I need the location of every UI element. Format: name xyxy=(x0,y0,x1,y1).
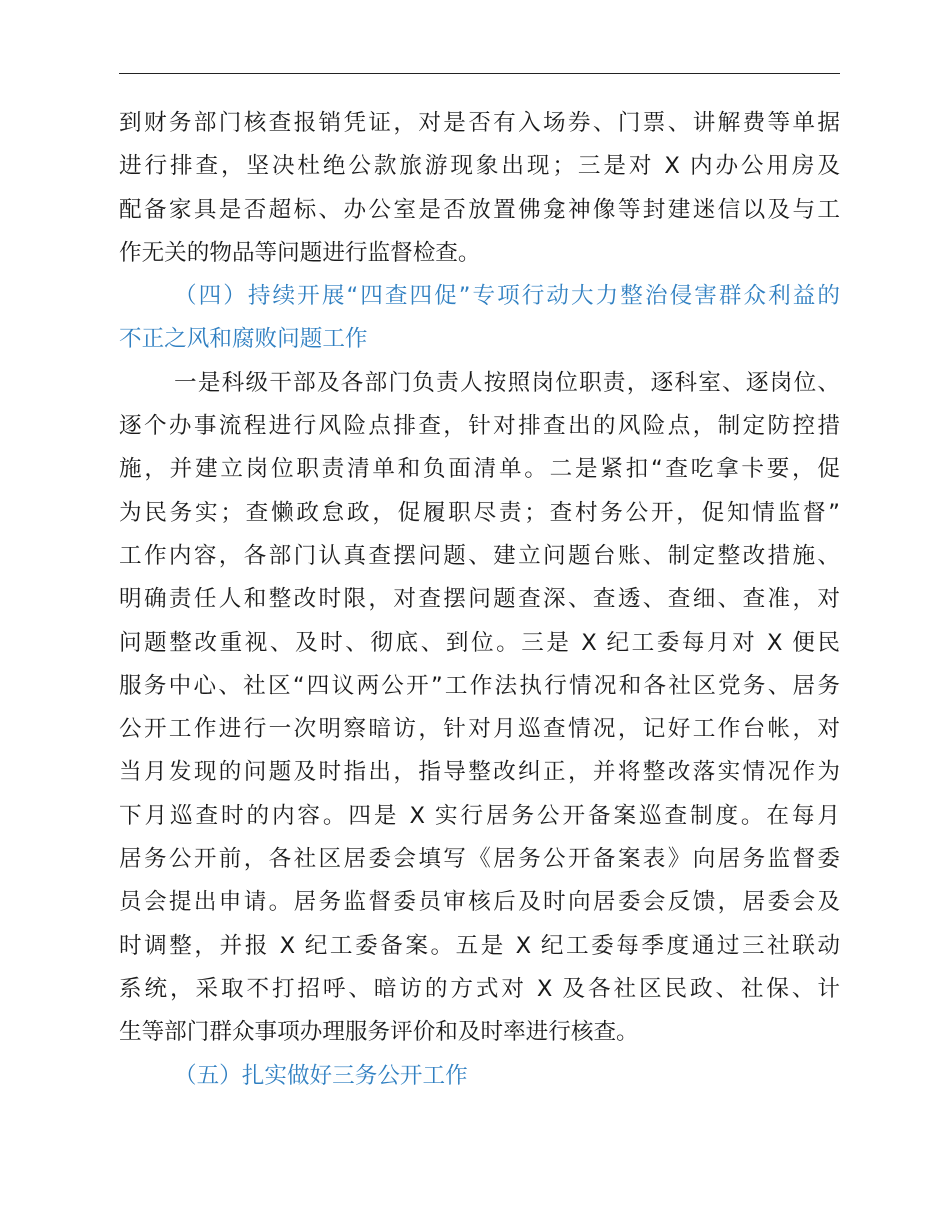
document-body xyxy=(119,102,840,1098)
header-rule xyxy=(119,73,840,74)
text-line: 作无关的物品等问题进行监督检查。 xyxy=(119,239,481,266)
text-line: 员会提出申请。居务监督委员审核后及时向居委会反馈，居委会及 xyxy=(119,889,840,916)
text-line: 明确责任人和整改时限，对查摆问题查深、查透、查细、查准，对 xyxy=(119,586,840,613)
text-line: 当月发现的问题及时指出，指导整改纠正，并将整改落实情况作为 xyxy=(119,759,840,786)
text-line: 配备家具是否超标、办公室是否放置佛龛神像等封建迷信以及与工 xyxy=(119,196,840,223)
text-line: 公开工作进行一次明察暗访，针对月巡查情况，记好工作台帐，对 xyxy=(119,716,840,743)
section-heading-line: （五）扎实做好三务公开工作 xyxy=(174,1062,468,1089)
text-line: 逐个办事流程进行风险点排查，针对排查出的风险点，制定防控措 xyxy=(119,413,840,440)
section-heading-line: （四）持续开展“四查四促”专项行动大力整治侵害群众利益的 xyxy=(174,283,840,310)
text-line: 为民务实；查懒政怠政，促履职尽责；查村务公开，促知情监督” xyxy=(119,499,840,526)
text-line: 居务公开前，各社区居委会填写《居务公开备案表》向居务监督委 xyxy=(119,846,840,873)
text-line: 到财务部门核查报销凭证，对是否有入场券、门票、讲解费等单据 xyxy=(119,110,840,136)
text-line: 一是科级干部及各部门负责人按照岗位职责，逐科室、逐岗位、 xyxy=(174,369,840,396)
text-line: 进行排查，坚决杜绝公款旅游现象出现；三是对 X 内办公用房及 xyxy=(119,153,840,180)
text-line: 工作内容，各部门认真查摆问题、建立问题台账、制定整改措施、 xyxy=(119,542,840,569)
text-line: 施，并建立岗位职责清单和负面清单。二是紧扣“查吃拿卡要，促 xyxy=(119,456,840,483)
text-line: 时调整，并报 X 纪工委备案。五是 X 纪工委每季度通过三社联动 xyxy=(119,932,840,959)
text-line: 下月巡查时的内容。四是 X 实行居务公开备案巡查制度。在每月 xyxy=(119,802,840,829)
text-line: 服务中心、社区“四议两公开”工作法执行情况和各社区党务、居务 xyxy=(119,672,840,699)
text-line: 问题整改重视、及时、彻底、到位。三是 X 纪工委每月对 X 便民 xyxy=(119,629,840,656)
section-heading-line: 不正之风和腐败问题工作 xyxy=(119,326,368,353)
text-line: 系统，采取不打招呼、暗访的方式对 X 及各社区民政、社保、计 xyxy=(119,975,840,1002)
text-line: 生等部门群众事项办理服务评价和及时率进行核查。 xyxy=(119,1019,639,1046)
